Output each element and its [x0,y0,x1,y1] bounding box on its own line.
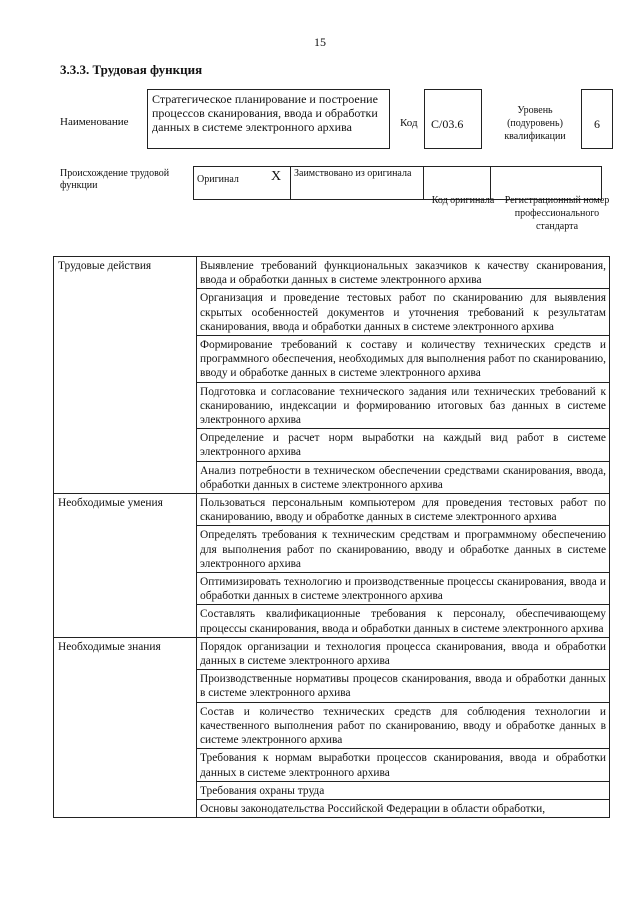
table-row [54,637,610,669]
item-text: Пользоваться персональным компьютером для проведения тестовых работ по сканированию, вводу и обработке данных в системе электронного архива [197,494,610,526]
name-label: Наименование [60,116,129,128]
item-text: Формирование требований к составу и количеству технических средств и программного обеспечения, необходимых для выполнения работ по сканированию, вводу и обработке данных в системе электронного архива [197,336,610,383]
function-table [53,256,610,818]
original-label: Оригинал [194,167,263,200]
item-text: Определять требования к техническим средствам и программному обеспечению для выполнения работ по сканированию, вводу и обработке данных в системе электронного архива [197,526,610,573]
item-text: Оптимизировать технологию и производственные процессы сканирования, ввода и обработки данных в системе электронного архива [197,573,610,605]
section-title: 3.3.3. Трудовая функция [60,62,203,77]
level-value: 6 [581,89,613,149]
table-row [54,257,610,289]
item-text: Выявление требований функциональных заказчиков к качеству сканирования, ввода и обработки данных в системе электронного архива [197,257,610,289]
category-label: Необходимые умения [54,494,197,638]
item-text: Порядок организации и технология процесса сканирования, ввода и обработки данных в системе электронного архива [197,637,610,669]
category-label: Трудовые действия [54,257,197,494]
original-mark: X [262,167,291,200]
table-row [54,494,610,526]
borrowed-label: Заимствовано из оригинала [291,167,424,200]
item-text: Основы законодательства Российской Федерации в области обработки, [197,799,610,817]
item-text: Требования к нормам выработки процессов сканирования, ввода и обработки данных в системе электронного архива [197,749,610,781]
item-text: Требования охраны труда [197,781,610,799]
item-text: Анализ потребности в техническом обеспечении средствами сканирования, ввода, обработки данных в системе электронного архива [197,461,610,493]
item-text: Определение и расчет норм выработки на каждый вид работ в системе электронного архива [197,429,610,461]
item-text: Организация и проведение тестовых работ по сканированию для выявления скрытых особенностей документов и уточнения требований к результатам сканирования, ввода и обработки данных в системе электронного архива [197,289,610,336]
page-number: 15 [314,35,326,49]
code-value: C/03.6 [424,89,482,149]
name-value: Стратегическое планирование и построение процессов сканирования, ввода и обработки данных в системе электронного архива [147,89,390,149]
item-text: Состав и количество технических средств для соблюдения технологии и качественного выполнения работ по сканированию, вводу и обработке данных в системе электронного архива [197,702,610,749]
item-text: Производственные нормативы процесов сканирования, ввода и обработки данных в системе электронного архива [197,670,610,702]
origin-label: Происхождение трудовой функции [60,168,170,191]
level-label: Уровень (подуровень) квалификации [504,105,566,142]
code-label: Код [400,117,418,129]
item-text: Подготовка и согласование технического задания или технических требований к сканированию, индексации и формированию итоговых баз данных в системе электронного архива [197,382,610,429]
code-original-caption: Код оригинала [431,195,495,206]
reg-number-caption: Регистрационный номер профессионального стандарта [504,195,610,232]
category-label: Необходимые знания [54,637,197,817]
item-text: Составлять квалификационные требования к персоналу, обеспечивающему процессы сканирования, ввода и обработки данных в системе электронного архива [197,605,610,637]
